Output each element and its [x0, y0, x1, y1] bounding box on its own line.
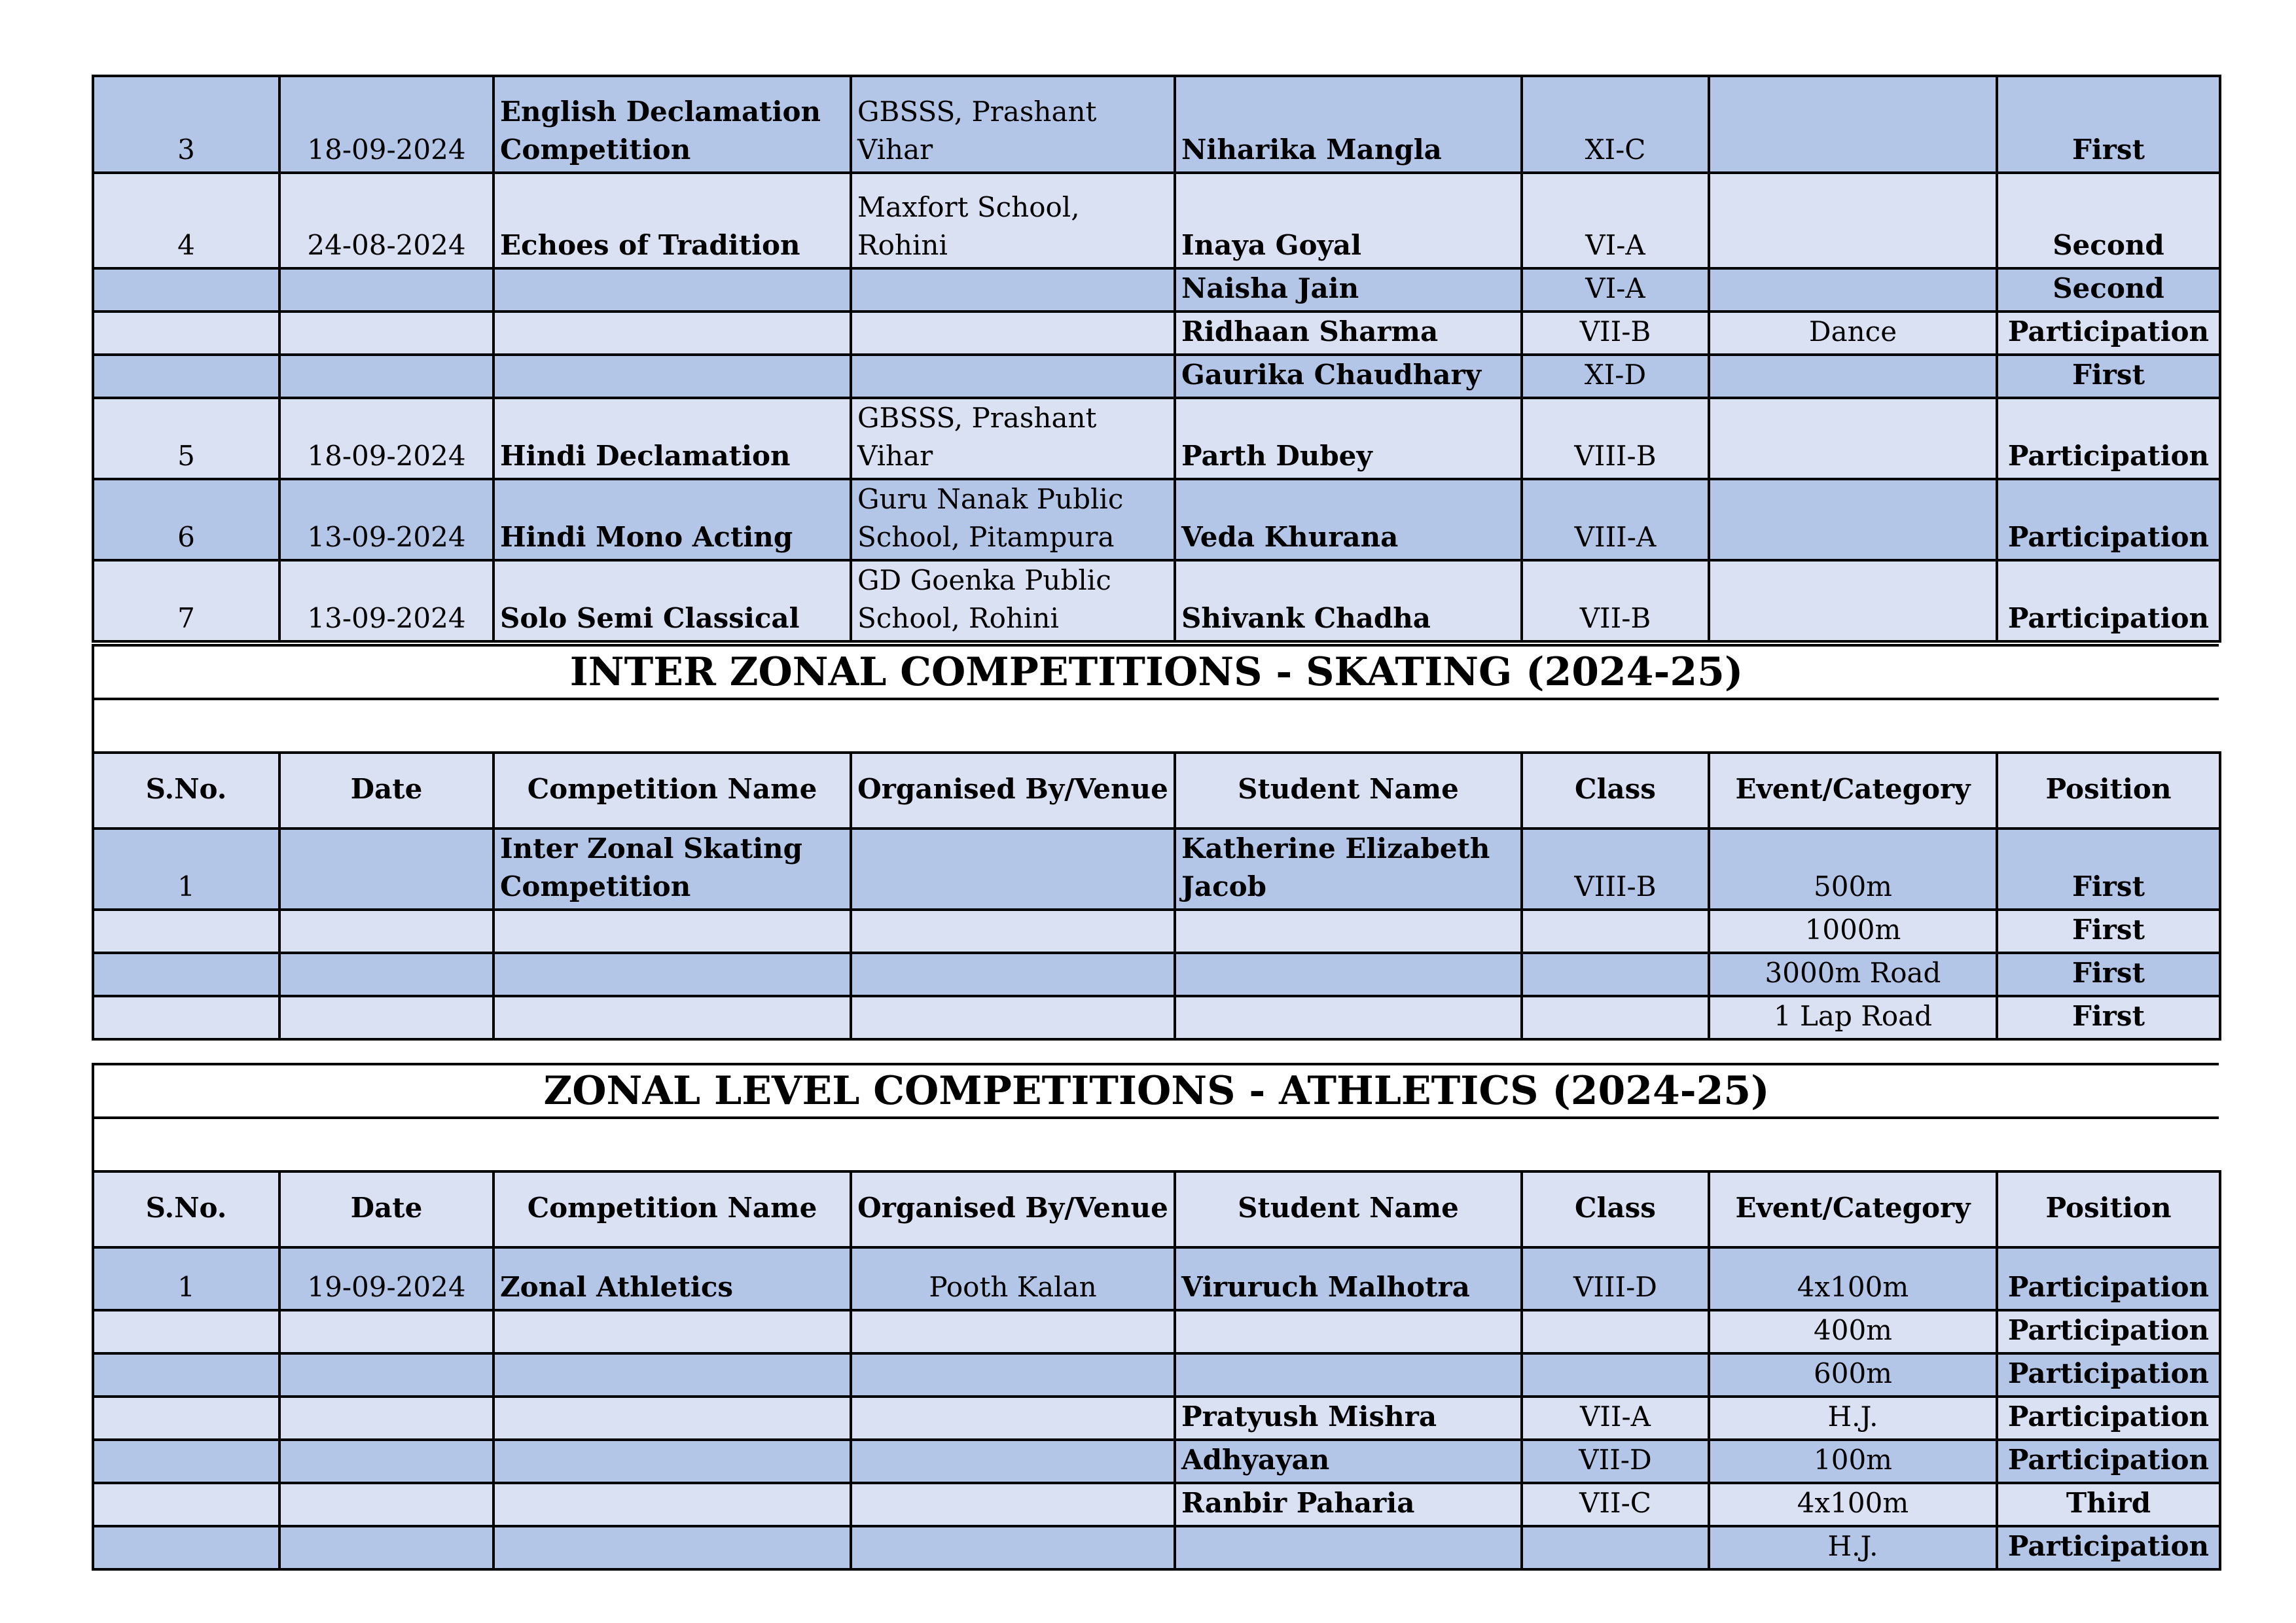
cell-sno: 1	[93, 829, 279, 910]
cell-date: 19-09-2024	[279, 1247, 493, 1310]
header-class: Class	[1522, 1171, 1709, 1247]
cell-class: VIII-D	[1522, 1247, 1709, 1310]
athletics-section	[92, 1063, 2219, 1571]
cell-sno	[93, 953, 279, 996]
cell-event: 1000m	[1709, 910, 1997, 953]
table-row	[93, 829, 2220, 910]
header-position: Position	[1997, 753, 2220, 829]
cell-sno: 5	[93, 398, 279, 479]
cell-sno	[93, 996, 279, 1039]
cell-student: Ridhaan Sharma	[1175, 312, 1522, 355]
cell-competition: Solo Semi Classical	[493, 560, 851, 641]
cell-competition	[493, 1440, 851, 1483]
cell-venue	[851, 910, 1175, 953]
header-event: Event/Category	[1709, 753, 1997, 829]
header-competition: Competition Name	[493, 753, 851, 829]
cell-class: VI-A	[1522, 173, 1709, 268]
cell-student	[1175, 953, 1522, 996]
table-row	[93, 560, 2220, 641]
cell-date	[279, 1483, 493, 1526]
cell-student: Adhyayan	[1175, 1440, 1522, 1483]
cell-position: First	[1997, 996, 2220, 1039]
table-row	[93, 1483, 2220, 1526]
cell-competition: Echoes of Tradition	[493, 173, 851, 268]
cell-competition	[493, 996, 851, 1039]
table-row	[93, 479, 2220, 560]
cell-class: XI-C	[1522, 76, 1709, 173]
cell-class: VIII-A	[1522, 479, 1709, 560]
skating-header-row	[93, 753, 2220, 829]
table-row	[93, 76, 2220, 173]
cell-sno	[93, 910, 279, 953]
cell-sno	[93, 268, 279, 312]
table-row	[93, 953, 2220, 996]
cell-class	[1522, 1526, 1709, 1569]
cell-student: Niharika Mangla	[1175, 76, 1522, 173]
table-row	[93, 1440, 2220, 1483]
cell-student: Inaya Goyal	[1175, 173, 1522, 268]
skating-blank-row	[92, 698, 2219, 751]
cell-sno	[93, 1483, 279, 1526]
cell-date	[279, 996, 493, 1039]
table-row	[93, 173, 2220, 268]
cell-date	[279, 1397, 493, 1440]
cell-date	[279, 268, 493, 312]
table-row	[93, 312, 2220, 355]
cell-competition	[493, 268, 851, 312]
header-sno: S.No.	[93, 753, 279, 829]
cell-venue	[851, 1526, 1175, 1569]
cell-event	[1709, 173, 1997, 268]
header-event: Event/Category	[1709, 1171, 1997, 1247]
header-student: Student Name	[1175, 1171, 1522, 1247]
athletics-title: ZONAL LEVEL COMPETITIONS - ATHLETICS (2024-25)	[92, 1063, 2219, 1116]
skating-table	[92, 751, 2221, 1041]
cell-competition: Zonal Athletics	[493, 1247, 851, 1310]
cell-venue: Guru Nanak Public School, Pitampura	[851, 479, 1175, 560]
table-row	[93, 996, 2220, 1039]
cell-venue	[851, 953, 1175, 996]
cell-venue: Pooth Kalan	[851, 1247, 1175, 1310]
cell-date: 13-09-2024	[279, 560, 493, 641]
cell-sno: 3	[93, 76, 279, 173]
cell-class: VII-A	[1522, 1397, 1709, 1440]
cell-class: VII-B	[1522, 312, 1709, 355]
cell-sno	[93, 1440, 279, 1483]
cell-sno	[93, 1353, 279, 1397]
cell-venue: GD Goenka Public School, Rohini	[851, 560, 1175, 641]
header-class: Class	[1522, 753, 1709, 829]
top-results-section	[92, 75, 2219, 643]
cell-event	[1709, 355, 1997, 398]
athletics-header-row	[93, 1171, 2220, 1247]
header-sno: S.No.	[93, 1171, 279, 1247]
cell-event: 1 Lap Road	[1709, 996, 1997, 1039]
athletics-table	[92, 1170, 2221, 1571]
cell-position: Participation	[1997, 479, 2220, 560]
cell-venue	[851, 1353, 1175, 1397]
cell-date	[279, 1310, 493, 1353]
cell-position: First	[1997, 910, 2220, 953]
cell-sno: 6	[93, 479, 279, 560]
cell-position: Second	[1997, 268, 2220, 312]
cell-position: Participation	[1997, 1397, 2220, 1440]
cell-class: VI-A	[1522, 268, 1709, 312]
top-results-table	[92, 75, 2221, 643]
cell-class: XI-D	[1522, 355, 1709, 398]
cell-event: H.J.	[1709, 1397, 1997, 1440]
cell-venue	[851, 355, 1175, 398]
cell-position: Participation	[1997, 1353, 2220, 1397]
cell-date: 18-09-2024	[279, 398, 493, 479]
cell-sno	[93, 312, 279, 355]
cell-competition	[493, 312, 851, 355]
cell-class: VII-D	[1522, 1440, 1709, 1483]
cell-student	[1175, 1310, 1522, 1353]
cell-date	[279, 829, 493, 910]
cell-position: Participation	[1997, 560, 2220, 641]
cell-student	[1175, 996, 1522, 1039]
cell-event: H.J.	[1709, 1526, 1997, 1569]
cell-competition: Inter Zonal Skating Competition	[493, 829, 851, 910]
table-row	[93, 268, 2220, 312]
header-date: Date	[279, 1171, 493, 1247]
cell-sno	[93, 1526, 279, 1569]
skating-title: INTER ZONAL COMPETITIONS - SKATING (2024-25)	[92, 644, 2219, 698]
cell-position: Participation	[1997, 1247, 2220, 1310]
cell-competition	[493, 1526, 851, 1569]
skating-section	[92, 644, 2219, 1041]
cell-position: Third	[1997, 1483, 2220, 1526]
cell-competition	[493, 1310, 851, 1353]
cell-student	[1175, 1353, 1522, 1397]
cell-date	[279, 355, 493, 398]
header-venue: Organised By/Venue	[851, 753, 1175, 829]
cell-venue: GBSSS, Prashant Vihar	[851, 76, 1175, 173]
cell-class: VII-B	[1522, 560, 1709, 641]
cell-student: Pratyush Mishra	[1175, 1397, 1522, 1440]
cell-student: Katherine Elizabeth Jacob	[1175, 829, 1522, 910]
cell-position: First	[1997, 829, 2220, 910]
table-row	[93, 1247, 2220, 1310]
cell-venue	[851, 1397, 1175, 1440]
cell-event	[1709, 398, 1997, 479]
table-row	[93, 1310, 2220, 1353]
cell-sno: 4	[93, 173, 279, 268]
cell-venue: GBSSS, Prashant Vihar	[851, 398, 1175, 479]
cell-student	[1175, 910, 1522, 953]
cell-student: Viruruch Malhotra	[1175, 1247, 1522, 1310]
cell-competition	[493, 910, 851, 953]
table-row	[93, 355, 2220, 398]
cell-date	[279, 1353, 493, 1397]
table-row	[93, 1353, 2220, 1397]
cell-competition	[493, 1483, 851, 1526]
table-row	[93, 1397, 2220, 1440]
table-row	[93, 910, 2220, 953]
cell-venue	[851, 829, 1175, 910]
cell-position: Participation	[1997, 1440, 2220, 1483]
cell-position: Participation	[1997, 398, 2220, 479]
header-venue: Organised By/Venue	[851, 1171, 1175, 1247]
cell-student	[1175, 1526, 1522, 1569]
cell-class	[1522, 996, 1709, 1039]
cell-student: Naisha Jain	[1175, 268, 1522, 312]
cell-class: VIII-B	[1522, 829, 1709, 910]
cell-date	[279, 1440, 493, 1483]
cell-position: Participation	[1997, 1526, 2220, 1569]
cell-date	[279, 1526, 493, 1569]
cell-position: First	[1997, 76, 2220, 173]
cell-competition	[493, 1353, 851, 1397]
cell-class	[1522, 1310, 1709, 1353]
cell-date	[279, 953, 493, 996]
cell-student: Parth Dubey	[1175, 398, 1522, 479]
header-position: Position	[1997, 1171, 2220, 1247]
cell-venue	[851, 1483, 1175, 1526]
header-competition: Competition Name	[493, 1171, 851, 1247]
cell-position: Second	[1997, 173, 2220, 268]
cell-competition: Hindi Declamation	[493, 398, 851, 479]
cell-sno	[93, 1397, 279, 1440]
cell-event: 400m	[1709, 1310, 1997, 1353]
cell-event	[1709, 560, 1997, 641]
cell-student: Veda Khurana	[1175, 479, 1522, 560]
athletics-blank-row	[92, 1116, 2219, 1170]
cell-class	[1522, 1353, 1709, 1397]
cell-date: 13-09-2024	[279, 479, 493, 560]
cell-date: 24-08-2024	[279, 173, 493, 268]
cell-event: 3000m Road	[1709, 953, 1997, 996]
cell-venue	[851, 996, 1175, 1039]
cell-event: 600m	[1709, 1353, 1997, 1397]
cell-venue	[851, 1310, 1175, 1353]
cell-sno	[93, 355, 279, 398]
cell-position: Participation	[1997, 312, 2220, 355]
cell-event: Dance	[1709, 312, 1997, 355]
cell-event: 500m	[1709, 829, 1997, 910]
table-row	[93, 398, 2220, 479]
cell-event	[1709, 479, 1997, 560]
cell-event	[1709, 76, 1997, 173]
cell-position: First	[1997, 953, 2220, 996]
cell-student: Shivank Chadha	[1175, 560, 1522, 641]
cell-event: 4x100m	[1709, 1247, 1997, 1310]
cell-class	[1522, 910, 1709, 953]
cell-event: 100m	[1709, 1440, 1997, 1483]
cell-competition: English Declamation Competition	[493, 76, 851, 173]
cell-event	[1709, 268, 1997, 312]
cell-competition	[493, 1397, 851, 1440]
cell-student: Ranbir Paharia	[1175, 1483, 1522, 1526]
table-row	[93, 1526, 2220, 1569]
header-student: Student Name	[1175, 753, 1522, 829]
cell-date: 18-09-2024	[279, 76, 493, 173]
cell-venue	[851, 1440, 1175, 1483]
cell-date	[279, 312, 493, 355]
cell-event: 4x100m	[1709, 1483, 1997, 1526]
cell-class: VIII-B	[1522, 398, 1709, 479]
cell-student: Gaurika Chaudhary	[1175, 355, 1522, 398]
cell-venue	[851, 268, 1175, 312]
cell-venue: Maxfort School, Rohini	[851, 173, 1175, 268]
cell-competition	[493, 355, 851, 398]
cell-sno: 7	[93, 560, 279, 641]
header-date: Date	[279, 753, 493, 829]
cell-sno	[93, 1310, 279, 1353]
cell-class	[1522, 953, 1709, 996]
cell-position: First	[1997, 355, 2220, 398]
cell-competition: Hindi Mono Acting	[493, 479, 851, 560]
cell-class: VII-C	[1522, 1483, 1709, 1526]
cell-position: Participation	[1997, 1310, 2220, 1353]
cell-competition	[493, 953, 851, 996]
cell-date	[279, 910, 493, 953]
cell-venue	[851, 312, 1175, 355]
cell-sno: 1	[93, 1247, 279, 1310]
